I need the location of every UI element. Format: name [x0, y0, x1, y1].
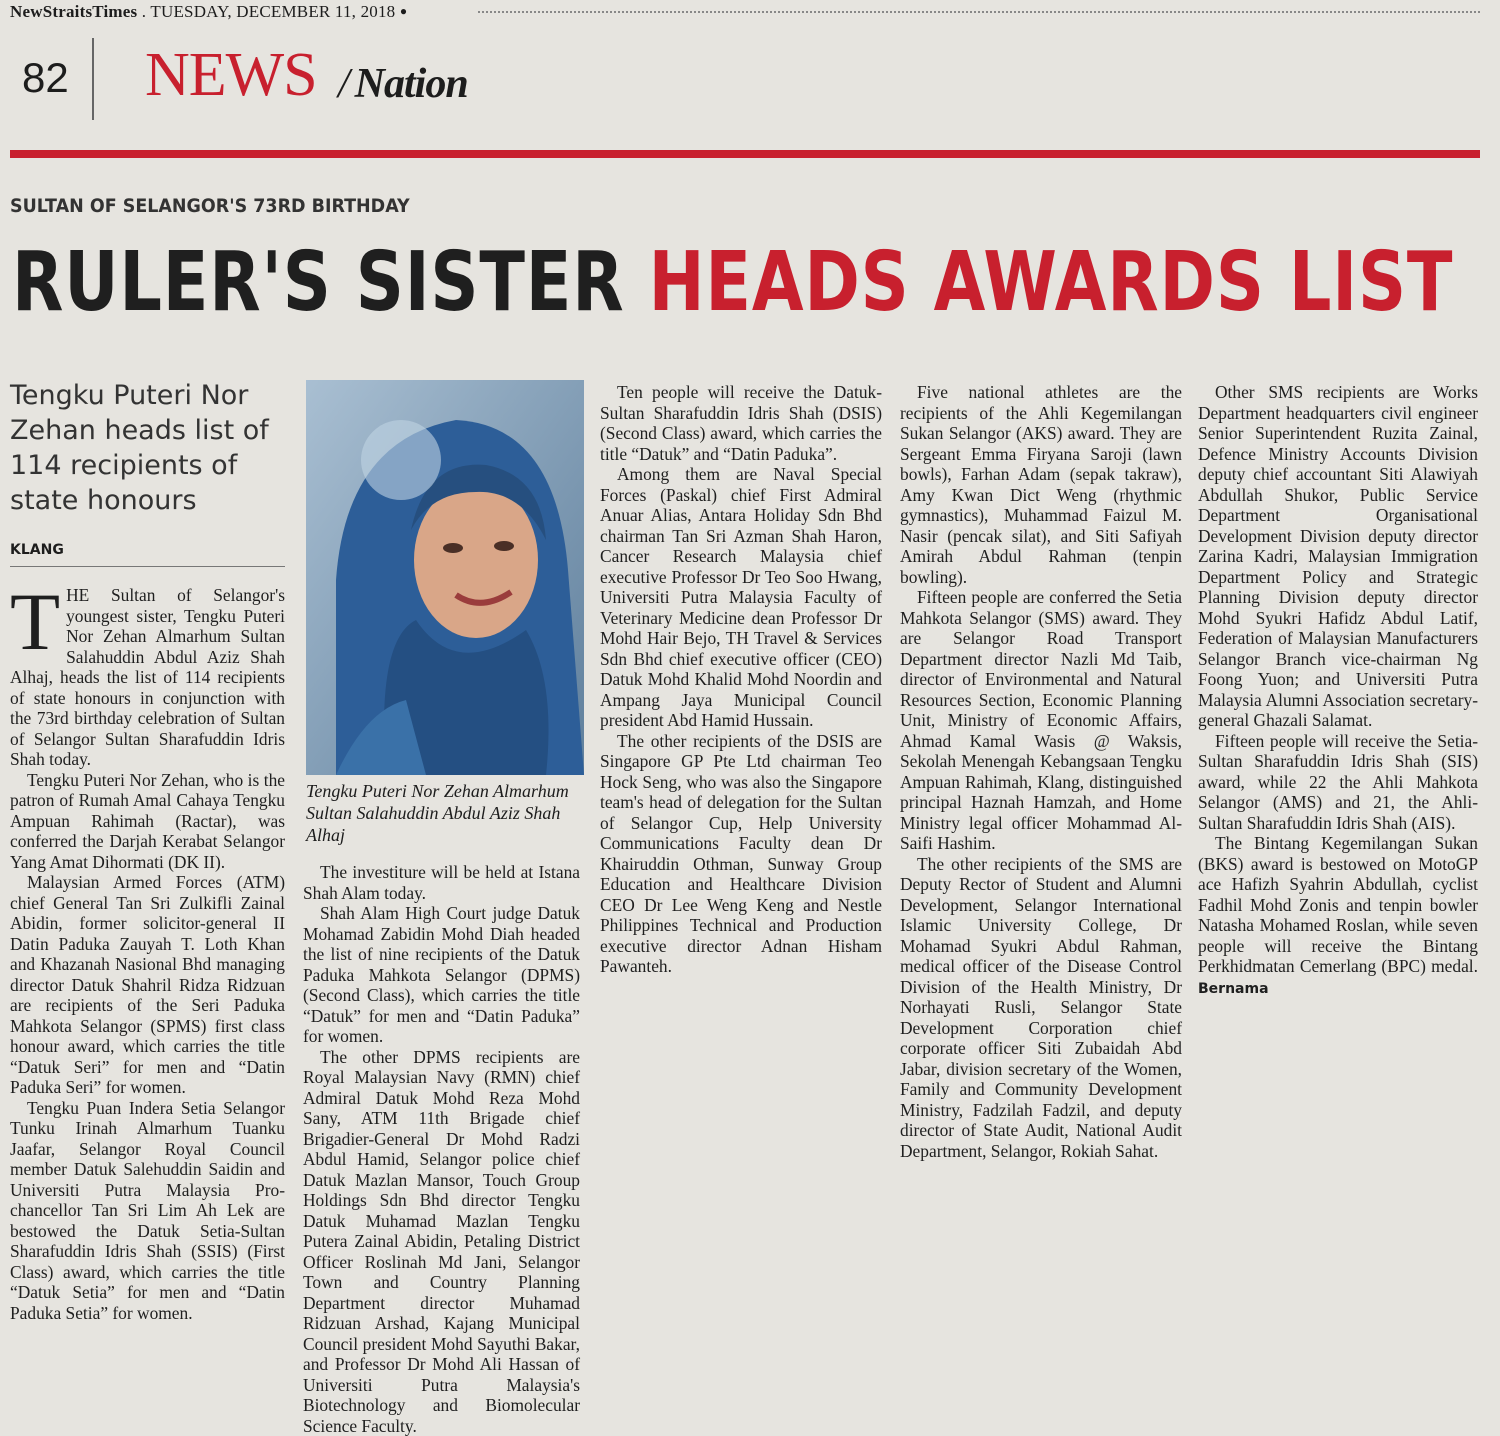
paragraph-10: The other recipients of the DSIS are Singapore GP Pte Ltd chairman Teo Hock Seng, who was also the Singapore team's head of delegation for the Sultan of Selangor Cup, Help University Communications Faculty dean Dr Khairuddin Othman, Sunway Group Education and Healthcare Division CEO Dr Lee Weng Keng and Nestle Philippines Technical and Production executive director Adnan Hisham Pawanteh.	[600, 731, 882, 977]
masthead-separator: .	[142, 2, 146, 21]
paragraph-16-text: The Bintang Kegemilangan Sukan (BKS) award is bestowed on MotoGP ace Hafizh Syahrin Abdullah, cyclist Fadhil Mohd Zonis and tenpin bowler Natasha Mohamed Roslan, while seven people will receive the Bintang Perkhidmatan Cemerlang (BPC) medal.	[1198, 833, 1478, 976]
photo-caption: Tengku Puteri Nor Zehan Almarhum Sultan Salahuddin Abdul Aziz Shah Alhaj	[306, 780, 584, 846]
paragraph-16	[1198, 833, 1478, 999]
masthead-dotted-rule	[478, 11, 1480, 13]
paragraph-9: Among them are Naval Special Forces (Paskal) chief First Admiral Anuar Alias, Antara Holiday Sdn Bhd chairman Tan Sri Azman Shah Haron, Cancer Research Malaysia chief executive Professor Dr Teo Soo Hwang, Universiti Putra Malaysia Faculty of Veterinary Medicine dean Professor Dr Mohd Hair Bejo, TH Travel & Services Sdn Bhd chief executive officer (CEO) Datuk Mohd Khalid Mohd Noordin and Ampang Jaya Municipal Council president Abd Hamid Hussain.	[600, 464, 882, 731]
page-number: 82	[22, 54, 69, 102]
article-column-1	[10, 585, 285, 1323]
section-title: NEWS	[145, 40, 317, 111]
paragraph-14: Other SMS recipients are Works Department headquarters civil engineer Senior Superintendent Ruzita Zainal, Defence Ministry Accounts Division deputy chief accountant Siti Alawiyah Abdullah Shukor, Public Service Department Organisational Development Division deputy director Zarina Kadri, Malaysian Immigration Department Policy and Strategic Planning Division deputy director Mohd Syukri Hafidz Abdul Latif, Federation of Malaysian Manufacturers Selangor Branch vice-chairman Ng Foong Yuon; and Universiti Putra Malaysia Alumni Association secretary-general Ghazali Salamat.	[1198, 382, 1478, 731]
dateline-rule	[10, 566, 285, 567]
masthead-date: TUESDAY, DECEMBER 11, 2018	[150, 2, 395, 21]
paragraph-7: The other DPMS recipients are Royal Malaysian Navy (RMN) chief Admiral Datuk Mohd Reza Mohd Sany, ATM 11th Brigade chief Brigadier-General Dr Mohd Radzi Abdul Hamid, Selangor police chief Datuk Mazlan Mansor, Touch Group Holdings Sdn Bhd director Tengku Datuk Muhamad Mazlan Tengku Putera Zainal Abidin, Petaling District Officer Roslinah Md Jani, Selangor Town and Country Planning Department director Muhamad Ridzuan Arshad, Kajang Municipal Council president Mohd Sayuthi Bakar, and Professor Dr Mohd Ali Hassan of Universiti Putra Malaysia's Biotechnology and Biomolecular Science Faculty.	[303, 1047, 580, 1436]
masthead-brand: NewStraitsTimes	[10, 2, 137, 21]
subsection-label: Nation	[355, 61, 468, 107]
headline-part-black: RULER'S SISTER	[12, 235, 625, 330]
paragraph-15: Fifteen people will receive the Setia-Sultan Sharafuddin Idris Shah (SIS) award, while 22 the Ahli Mahkota Selangor (AMS) and 21, the Ahli-Sultan Sharafuddin Idris Shah (AIS).	[1198, 731, 1478, 834]
paragraph-8: Ten people will receive the Datuk-Sultan Sharafuddin Idris Shah (DSIS) (Second Class) award, which carries the title “Datuk” and “Datin Paduka”.	[600, 382, 882, 464]
header-divider	[92, 38, 94, 120]
bullet-icon: ●	[400, 4, 407, 18]
paragraph-2: Tengku Puteri Nor Zehan, who is the patron of Rumah Amal Cahaya Tengku Ampuan Rahimah (Ractar), was conferred the Darjah Kerabat Selangor Yang Amat Dihormati (DK II).	[10, 770, 285, 873]
article-standfirst: Tengku Puteri Nor Zehan heads list of 114 recipients of state honours	[10, 378, 295, 518]
article-column-2	[303, 862, 580, 1436]
subsection-slash: /	[338, 61, 349, 107]
masthead	[10, 2, 407, 22]
paragraph-13: The other recipients of the SMS are Deputy Rector of Student and Alumni Development, Selangor International Islamic University College, Dr Mohamad Syukri Abdul Rahman, medical officer of the Disease Control Division of the Health Ministry, Dr Norhayati Rusli, Selangor State Development Corporation chief corporate officer Siti Zubaidah Abd Jabar, division secretary of the Women, Family and Community Development Ministry, Fadzilah Fadzil, and deputy director of State Audit, National Audit Department, Selangor, Rokiah Sahat.	[900, 854, 1182, 1162]
article-column-5	[1198, 382, 1478, 999]
paragraph-3: Malaysian Armed Forces (ATM) chief General Tan Sri Zulkifli Zainal Abidin, former solicitor-general II Datin Paduka Zauyah T. Loth Khan and Khazanah Nasional Bhd managing director Datuk Shahril Ridza Ridzuan are recipients of the Seri Paduka Mahkota Selangor (SPMS) first class honour award, which carries the title “Datuk Seri” for men and “Datin Paduka Seri” for women.	[10, 872, 285, 1098]
article-kicker: SULTAN OF SELANGOR'S 73RD BIRTHDAY	[10, 195, 410, 217]
paragraph-1-text: HE Sultan of Selangor's youngest sister, Tengku Puteri Nor Zehan Almarhum Sultan Salahuddin Abdul Aziz Shah Alhaj, heads the list of 114 recipients of state honours in conjunction with the 73rd birthday celebration of Sultan of Selangor Sultan Sharafuddin Idris Shah today.	[10, 585, 285, 769]
paragraph-11: Five national athletes are the recipients of the Ahli Kegemilangan Sukan Selangor (AKS) award. They are Sergeant Emma Firyana Saroji (lawn bowls), Farhan Adam (sepak takraw), Amy Kwan Dict Weng (rhythmic gymnastics), Muhammad Faizul M. Nasir (pencak silat), and Siti Safiyah Amirah Abdul Rahman (tenpin bowling).	[900, 382, 1182, 587]
drop-cap: T	[10, 591, 60, 653]
article-headline	[12, 242, 1453, 324]
article-column-3	[600, 382, 882, 977]
paragraph-12: Fifteen people are conferred the Setia Mahkota Selangor (SMS) award. They are Selangor Road Transport Department director Nazli Md Taib, director of Environmental and Natural Resources Section, Economic Planning Unit, Ministry of Economic Affairs, Ahmad Kamal Wasis @ Waksis, Sekolah Menengah Kebangsaan Tengku Ampuan Rahimah, Klang, distinguished principal Haznah Hamzah, and Home Ministry legal officer Mohammad Al-Saifi Hashim.	[900, 587, 1182, 854]
section-red-rule	[10, 150, 1480, 158]
subsection-title	[338, 60, 468, 108]
paragraph-5: The investiture will be held at Istana Shah Alam today.	[303, 862, 580, 903]
paragraph-4: Tengku Puan Indera Setia Selangor Tunku Irinah Almarhum Tuanku Jaafar, Selangor Royal Council member Datuk Salehuddin Saidin and Universiti Putra Malaysia Pro-chancellor Tan Sri Lim Ah Lek are bestowed the Datuk Setia-Sultan Sharafuddin Idris Shah (SSIS) (First Class) award, which carries the title “Datuk Setia” for men and “Datin Paduka Setia” for women.	[10, 1098, 285, 1324]
portrait-illustration	[306, 380, 584, 775]
portrait-photo	[306, 380, 584, 775]
paragraph-6: Shah Alam High Court judge Datuk Mohamad Zabidin Mohd Diah headed the list of nine recipients of the Datuk Paduka Mahkota Selangor (DPMS) (Second Class), which carries the title “Datuk” for men and “Datin Paduka” for women.	[303, 903, 580, 1047]
article-dateline: KLANG	[10, 542, 64, 558]
byline-credit: Bernama	[1198, 981, 1269, 997]
paragraph-1	[10, 585, 285, 770]
headline-part-red: HEADS AWARDS LIST	[649, 235, 1454, 330]
article-column-4	[900, 382, 1182, 1161]
